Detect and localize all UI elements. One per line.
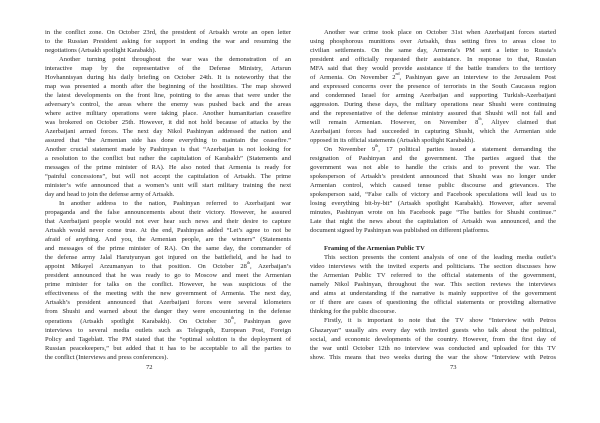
text-line xyxy=(45,91,291,100)
text-line xyxy=(45,262,291,271)
text-line xyxy=(310,226,556,235)
line-text: operations (Artsakh spotlight Karabakh). On October 30 xyxy=(45,317,231,325)
line-text: the Armenian Public TV referred to the official statements of the government, xyxy=(310,272,556,280)
text-line xyxy=(310,64,556,73)
text-line xyxy=(310,46,556,55)
text-line xyxy=(310,280,556,289)
text-line xyxy=(310,253,556,262)
line-text: spokesperson said, “False calls of victory and Facebook speculations will lead us to xyxy=(310,191,556,199)
line-text: the defense army Jalal Harutyunyan got injured on the battlefield, and he had to xyxy=(45,254,291,262)
paragraph-gap xyxy=(310,235,556,244)
line-text: was brokered on October 25th. However, it did not hold because of attacks by the xyxy=(45,119,291,127)
line-text: the latest developments on the front line, pointing to the areas that were under the xyxy=(45,92,291,100)
line-text: president and officially requested their assistance. In response to that, Russian xyxy=(310,56,556,64)
line-text: and condemned Israel for arming Azerbaijan and supporting Turkish-Azerbaijani xyxy=(310,92,556,100)
text-line xyxy=(310,181,556,190)
line-text: Firstly, it is important to note that the TV show “Interview with Petros xyxy=(324,317,556,325)
text-line xyxy=(45,145,291,154)
text-line xyxy=(45,353,291,362)
line-text: map was presented a month after the beginning of the hostilities. The map showed xyxy=(45,83,291,91)
text-line xyxy=(45,298,291,307)
text-line xyxy=(45,82,291,91)
line-text: minister’s wife announced that a women’s unit will start military training the next xyxy=(45,182,291,190)
text-line xyxy=(310,28,556,37)
text-line xyxy=(45,172,291,181)
text-line xyxy=(310,335,556,344)
line-text: Artsakh’s president announced that Azerbaijani forces were several kilometers xyxy=(45,299,291,307)
text-line xyxy=(45,335,291,344)
line-text: to the Russian President asking for support in ending the war and resuming the xyxy=(45,38,291,46)
line-text: or if there are cases of questioning the official statements or providing alternative xyxy=(310,299,556,307)
line-text: negotiations (Artsakh spotlight Karabakh). xyxy=(45,47,157,55)
text-line xyxy=(45,253,291,262)
ordinal-superscript: nd xyxy=(395,71,400,77)
line-text: and aims at understanding if the narrative is mainly supportive of the government xyxy=(310,290,556,298)
line-text: Ghazaryan” usually airs every day with invited guests who talk about the political, xyxy=(310,326,556,334)
text-line xyxy=(310,82,556,91)
text-line xyxy=(310,118,556,127)
text-line xyxy=(310,100,556,109)
text-line xyxy=(310,262,556,271)
text-line xyxy=(310,298,556,307)
line-text: where active military operations were taking place. Another humanitarian ceasefire xyxy=(45,110,291,118)
line-text: spokesperson of Artsakh’s president announced that Shushi was no longer under xyxy=(310,173,556,181)
line-text: appoint Mikayel Arzumanyan to that position. On October 28 xyxy=(45,263,247,271)
line-text: assured that “the Armenian side has done everything to maintain the ceasefire.” xyxy=(45,137,291,145)
line-text: Another turning point throughout the war was the demonstration of an xyxy=(59,56,291,64)
text-line xyxy=(45,226,291,235)
line-text: Policy and Tageblatt. The PM stated that the “optimal solution is the deployment of xyxy=(45,335,291,343)
line-text: interactive map by the representative of the Defense Ministry, Artsrun xyxy=(45,65,291,73)
line-text: Another crucial statement made by Pashinyan is that “Azerbaijan is not looking for xyxy=(45,146,291,154)
text-line xyxy=(310,217,556,226)
text-line xyxy=(45,64,291,73)
page-number-right: 73 xyxy=(450,364,457,371)
text-line xyxy=(45,109,291,118)
text-line xyxy=(310,91,556,100)
line-text: propaganda and the false announcements about their victory. However, he assured xyxy=(45,209,291,217)
ordinal-superscript: th xyxy=(246,260,251,266)
text-line xyxy=(310,109,556,118)
line-text: losing everything bit-by-bit” (Artsakh spotlight Karabakh). However, after several xyxy=(310,200,556,208)
line-text: afraid of anything. And you, the Armenian people, are the winners” (Statements xyxy=(45,236,291,244)
line-text: will remain Armenian. However, on November 8 xyxy=(310,119,479,127)
line-text: messages of the prime minister of RA). He also noted that Armenia is ready for xyxy=(45,164,291,172)
line-text: show. This means that two weeks during the war the show “Interview with Petros xyxy=(310,353,556,361)
text-line xyxy=(45,28,291,37)
text-line xyxy=(45,280,291,289)
line-text: from Shushi and warned about the danger they were encountering in the defense xyxy=(45,308,291,316)
text-line xyxy=(45,181,291,190)
line-text: On November 9 xyxy=(324,146,376,154)
line-text: Azerbaijani armed forces. The next day Nikol Pashinyan addressed the nation and xyxy=(45,128,291,136)
text-line xyxy=(310,307,556,316)
line-text: day and head to join the defense army of Artsakh. xyxy=(45,191,175,199)
line-text: This section presents the content analysis of one of the leading media outlet’s xyxy=(324,254,556,262)
text-line xyxy=(45,271,291,280)
text-line xyxy=(310,326,556,335)
line-text: thinking for the public discourse. xyxy=(310,308,397,316)
text-line xyxy=(310,353,556,362)
text-line xyxy=(310,136,556,145)
line-text: and the representative of the defense ministry assured that Shushi will not fall and xyxy=(310,110,556,118)
line-text: MFA said that they would provide assistance if the battle transfers to the territory xyxy=(310,65,556,73)
text-line xyxy=(45,289,291,298)
line-text-continued: , Pashinyan gave an interview to the Jerusalem Post xyxy=(399,74,556,82)
text-line xyxy=(310,316,556,325)
text-line xyxy=(310,208,556,217)
page-number-left: 72 xyxy=(146,364,153,371)
line-text: the conflict (Interviews and press conferences). xyxy=(45,353,169,361)
text-line xyxy=(45,127,291,136)
text-line xyxy=(45,199,291,208)
text-line xyxy=(310,199,556,208)
text-line xyxy=(310,289,556,298)
text-line xyxy=(45,46,291,55)
left-page-body xyxy=(45,28,291,362)
text-line xyxy=(45,217,291,226)
line-text: and expressed concerns over the presence of terrorists in the South Caucasus region xyxy=(310,83,556,91)
line-text: the war until October 12th no interview was conducted and uploaded for this TV xyxy=(310,344,556,352)
text-line xyxy=(310,190,556,199)
text-line xyxy=(310,145,556,154)
text-line xyxy=(45,37,291,46)
ordinal-superscript: th xyxy=(478,116,482,122)
text-line xyxy=(45,136,291,145)
line-text: video interviews with the invited experts and politicians. The section discusses how xyxy=(310,263,556,271)
text-line xyxy=(310,127,556,136)
line-text-continued: , 17 political parties issued a statement demanding the xyxy=(378,146,556,154)
line-text: Framing of the Armenian Public TV xyxy=(324,245,425,253)
text-line xyxy=(45,55,291,64)
line-text: resignation of Pashinyan and the government. The parties argued that the xyxy=(310,155,556,163)
ordinal-superscript: th xyxy=(230,314,235,320)
line-text: Azerbaijani forces had succeeded in capturing Shushi, which the Armenian side xyxy=(310,128,556,136)
text-line xyxy=(45,244,291,253)
line-text: using phosphorous munitions over Artsakh, thus setting fires to areas close to xyxy=(310,38,556,46)
text-line xyxy=(45,314,291,326)
right-page-body xyxy=(310,28,556,362)
line-text: social, and economic developments of the country. However, from the first day of xyxy=(310,335,556,343)
line-text: prime minister for talks on the conflict. However, he was suspicious of the xyxy=(45,281,291,289)
text-line xyxy=(45,190,291,199)
line-text: Russian peacekeepers,” but added that it has to be acceptable to all the parties to xyxy=(45,344,291,352)
text-line xyxy=(45,307,291,316)
text-line xyxy=(310,37,556,46)
line-text: aggression. During these days, the military operations near Shushi were continuing xyxy=(310,101,556,109)
text-line xyxy=(310,271,556,280)
text-line xyxy=(45,154,291,163)
text-line xyxy=(45,235,291,244)
line-text: government was not able to handle the crisis and to prevent the war. The xyxy=(310,164,556,172)
line-text-continued: , Aliyev claimed that xyxy=(481,119,556,127)
text-line xyxy=(45,73,291,82)
text-line xyxy=(310,172,556,181)
line-text: effectiveness of the meeting with the new government of Armenia. The next day, xyxy=(45,290,291,298)
line-text: namely Nikol Pashinyan, throughout the war. This section reviews the interviews xyxy=(310,281,556,289)
text-line xyxy=(310,55,556,64)
line-text-continued: , Azerbaijan’s xyxy=(250,263,291,271)
text-line xyxy=(45,100,291,109)
line-text: “painful concessions”, but will not accept the capitulation of Artsakh. The prime xyxy=(45,173,291,181)
line-text: a resolution to the conflict but rather the capitulation of Karabakh” (Statements and xyxy=(45,155,291,163)
text-line xyxy=(45,163,291,172)
line-text: and messages of the prime minister of RA). On the same day, the commander of xyxy=(45,245,291,253)
section-heading xyxy=(310,244,556,253)
line-text: president announced that he was ready to go to Moscow and meet the Armenian xyxy=(45,272,291,280)
line-text: Another war crime took place on October 31st when Azerbaijani forces started xyxy=(324,29,556,36)
text-line xyxy=(310,154,556,163)
text-line xyxy=(45,208,291,217)
line-text: opposed in its official statements (Artsakh spotlight Karabakh). xyxy=(310,137,475,145)
text-line xyxy=(310,163,556,172)
line-text: Hovhannisyan during his daily briefing on October 24th. It is noteworthy that the xyxy=(45,74,291,82)
line-text: that Azerbaijani people would not ever hear such news and their desire to capture xyxy=(45,218,291,226)
text-line xyxy=(310,73,556,82)
text-line xyxy=(310,344,556,353)
text-line xyxy=(45,344,291,353)
line-text: document signed by Pashinyan was published on different platforms. xyxy=(310,227,490,235)
line-text: Artsakh would never come true. At the end, Pashinyan added “Let’s agree to not be xyxy=(45,227,291,235)
line-text: interviews to several media outlets such as Telegraph, European Post, Foreign xyxy=(45,326,291,334)
line-text: Late that night the news about the capitulation of Artsakh was announced, and the xyxy=(310,218,556,226)
line-text: Armenian control, which caused tense public discourse and grievances. The xyxy=(310,182,556,190)
line-text: civilian settlements. On the same day, Armenia’s PM sent a letter to Russia’s xyxy=(310,47,556,55)
line-text: minutes, Pashinyan wrote on his Facebook page “The battles for Shushi continue.” xyxy=(310,209,556,217)
line-text: in the conflict zone. On October 23rd, the president of Artsakh wrote an open letter xyxy=(45,29,291,36)
line-text-continued: , Pashinyan gave xyxy=(234,317,291,325)
text-line xyxy=(45,118,291,127)
text-line xyxy=(45,326,291,335)
line-text: of Armenia. On November 2 xyxy=(310,74,396,82)
line-text: adversary’s control, the areas where the enemy was pushed back and the areas xyxy=(45,101,291,109)
line-text: In another address to the nation, Pashinyan referred to Azerbaijani war xyxy=(59,200,291,208)
ordinal-superscript: th xyxy=(375,143,379,149)
